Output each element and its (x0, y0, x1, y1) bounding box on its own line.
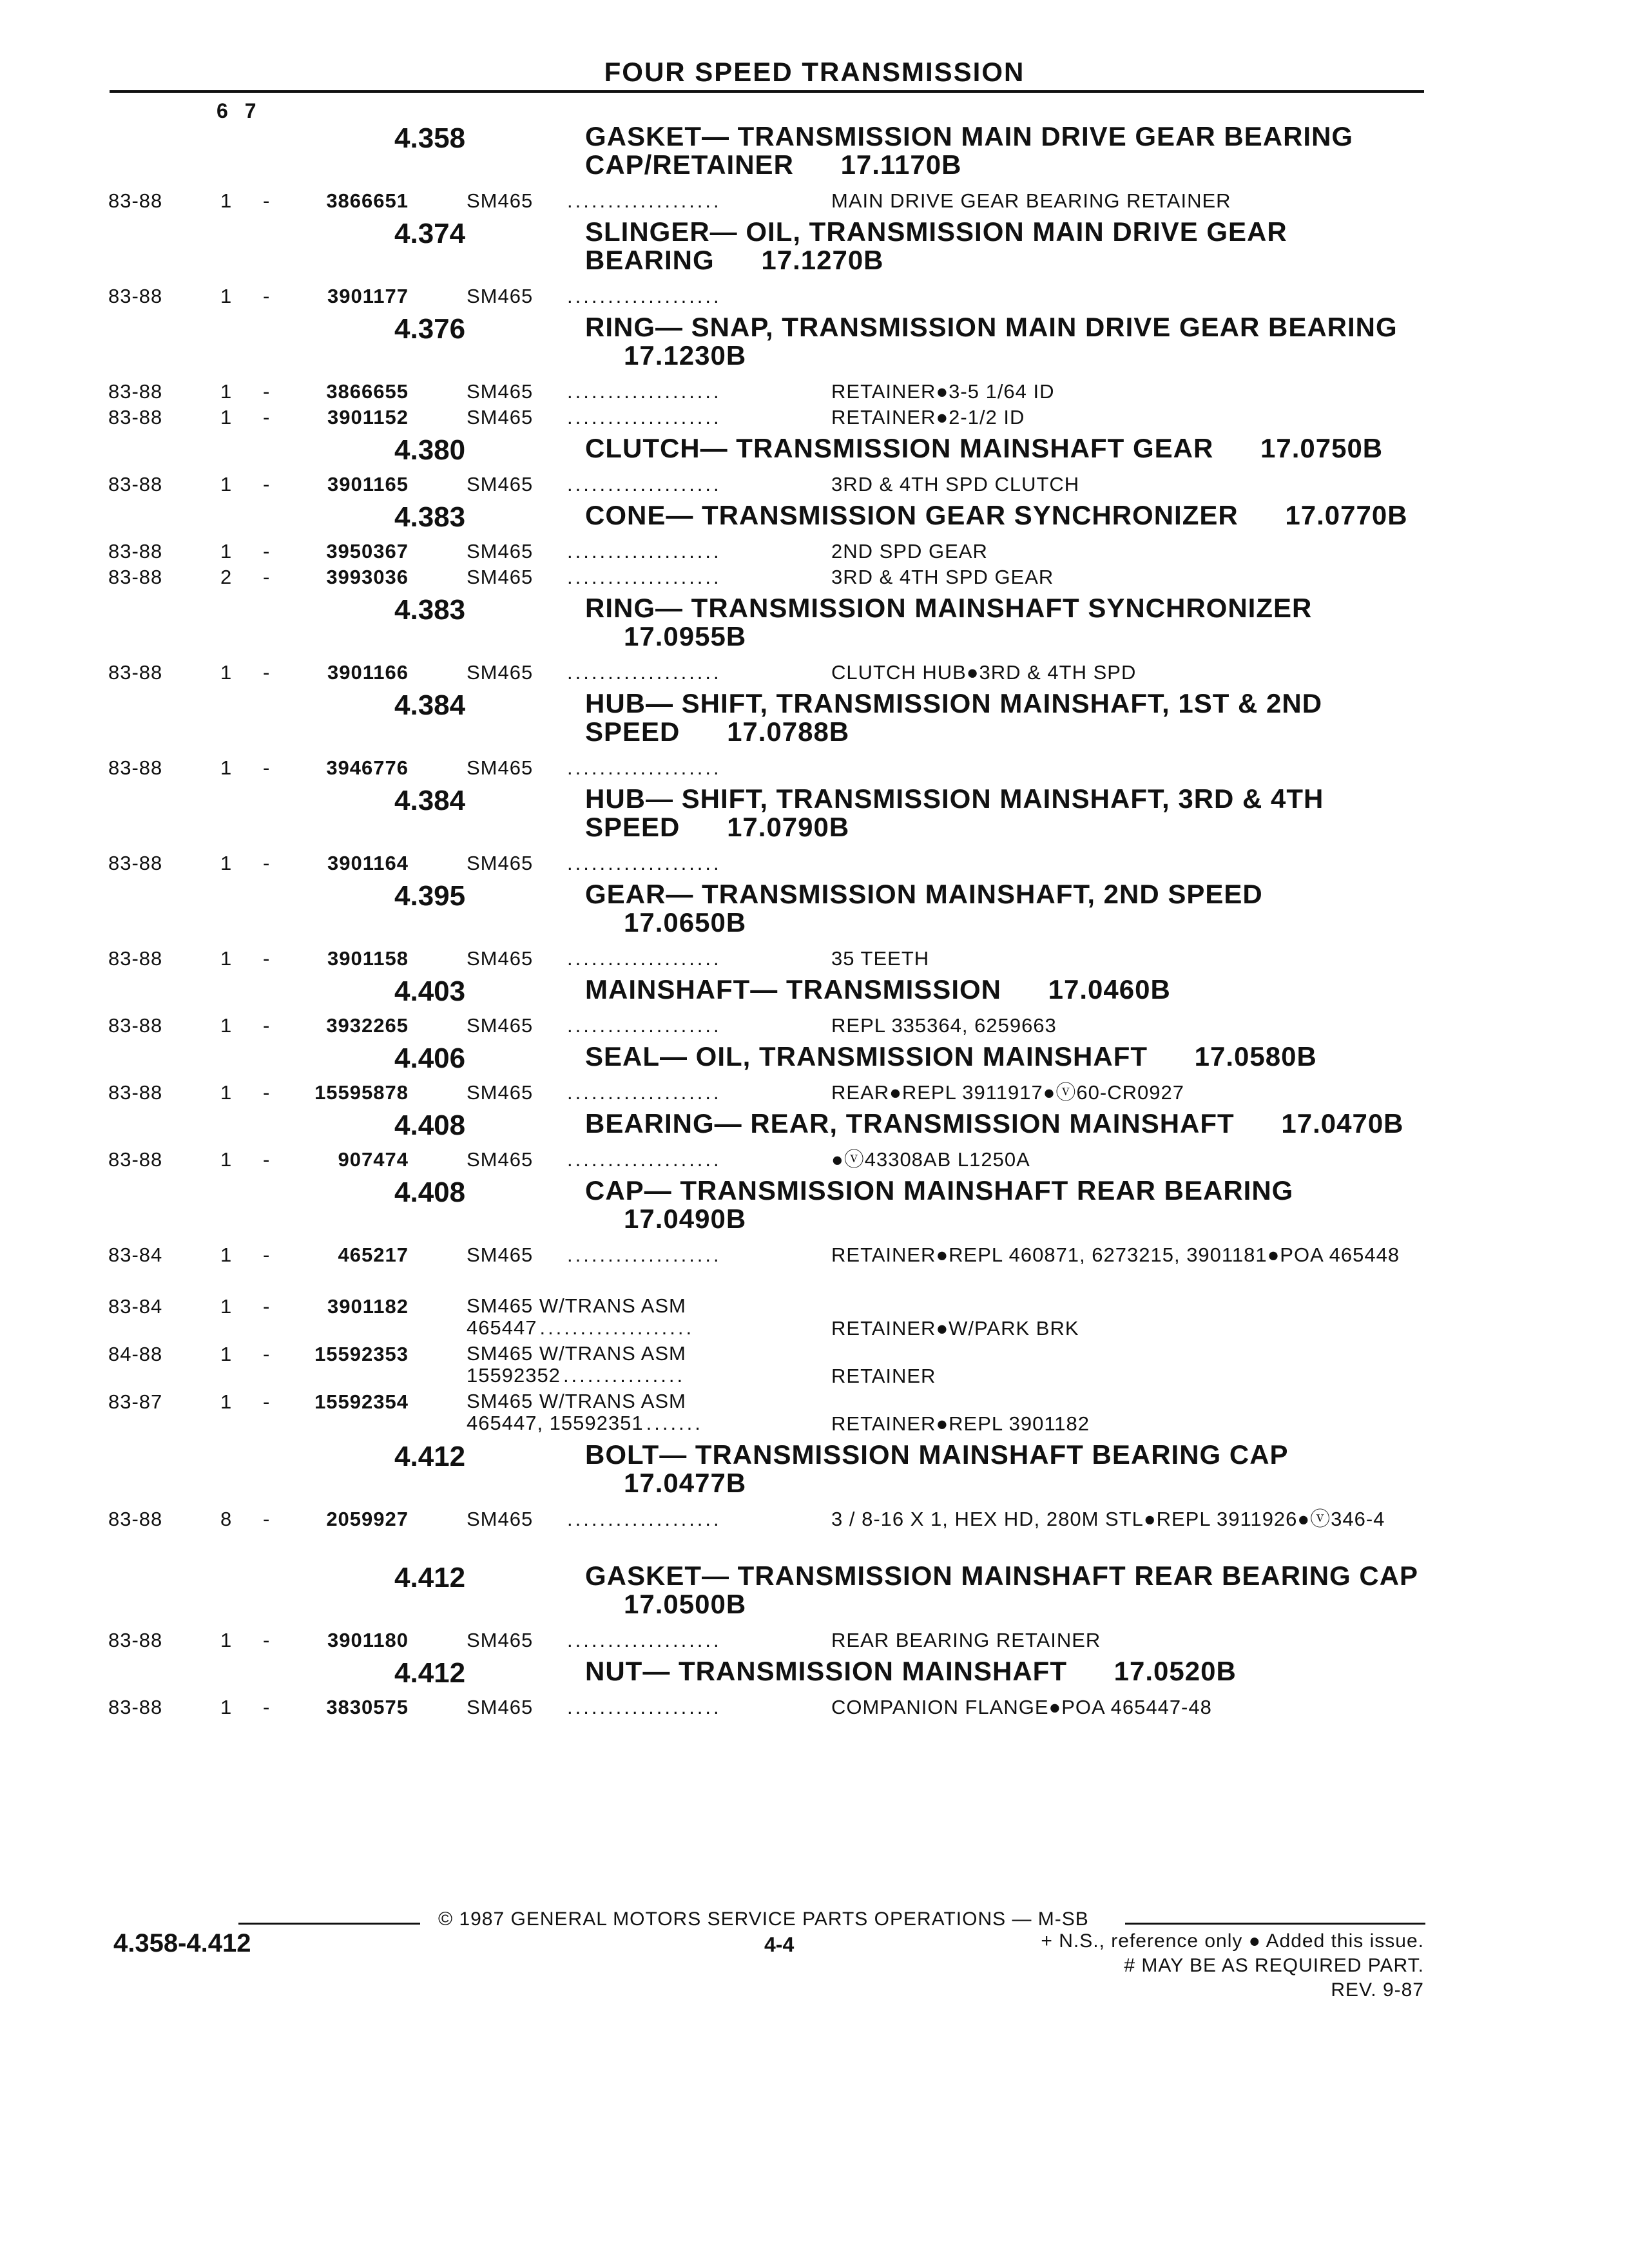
model-application: SM465 (467, 947, 534, 970)
part-row (0, 536, 1629, 562)
section-title-text: MAINSHAFT— TRANSMISSION (585, 974, 1001, 1004)
section-title-text: HUB— SHIFT, TRANSMISSION MAINSHAFT, 3RD & 4TH SPEED (585, 783, 1324, 842)
quantity: 1 (220, 756, 233, 779)
separator-dash: - (263, 1014, 271, 1037)
legend-line-3: REV. 9-87 (1331, 1979, 1424, 2001)
group-code: 17.1230B (624, 340, 747, 370)
section-title-text: BOLT— TRANSMISSION MAINSHAFT BEARING CAP (585, 1439, 1288, 1470)
quantity: 1 (220, 947, 233, 970)
group-code: 17.0477B (624, 1468, 747, 1498)
section-title-text: RING— SNAP, TRANSMISSION MAIN DRIVE GEAR BEARING (585, 312, 1398, 342)
quantity: 1 (220, 1629, 233, 1651)
section-number: 4.412 (394, 1657, 466, 1689)
model-application: SM465 (467, 1081, 534, 1104)
leader-dots: ................... (567, 1629, 722, 1651)
section-heading (0, 116, 1629, 179)
quantity: 1 (220, 661, 233, 684)
part-number: 3946776 (326, 756, 409, 779)
part-row (0, 1387, 1629, 1434)
part-number: 465217 (338, 1244, 409, 1266)
part-row (0, 1010, 1629, 1036)
leader-dots: ................... (567, 285, 722, 307)
group-code: 17.0770B (1285, 500, 1408, 530)
section-title-text: SEAL— OIL, TRANSMISSION MAINSHAFT (585, 1041, 1148, 1072)
separator-dash: - (263, 852, 271, 874)
spacer (0, 1071, 1629, 1077)
model-year: 83-88 (108, 1014, 163, 1037)
part-description: RETAINER●W/PARK BRK (831, 1317, 1079, 1340)
section-title-text: BEARING— REAR, TRANSMISSION MAINSHAFT (585, 1108, 1235, 1139)
section-title (585, 434, 1423, 463)
leader-dots: ................... (567, 756, 722, 779)
section-heading (0, 1103, 1629, 1141)
section-heading (0, 211, 1629, 274)
group-code: 17.0580B (1194, 1041, 1317, 1072)
quantity: 1 (220, 285, 233, 307)
section-title (585, 501, 1423, 530)
section-title-text: NUT— TRANSMISSION MAINSHAFT (585, 1656, 1067, 1686)
spacer (0, 937, 1629, 943)
part-row (0, 943, 1629, 969)
section-heading (0, 588, 1629, 651)
part-description: 3 / 8-16 X 1, HEX HD, 280M STL●REPL 3911926●ⓥ346-4 (831, 1508, 1385, 1530)
section-title (585, 594, 1423, 651)
part-row (0, 1625, 1629, 1651)
part-number: 3901177 (327, 285, 409, 307)
catalog-section (0, 1555, 1629, 1651)
part-description: CLUTCH HUB●3RD & 4TH SPD (831, 661, 1137, 684)
section-title (585, 1043, 1423, 1071)
part-number: 3950367 (326, 540, 409, 562)
section-number: 4.395 (394, 880, 466, 912)
model-year: 83-88 (108, 189, 163, 212)
spacer (0, 1138, 1629, 1144)
section-number: 4.383 (394, 501, 466, 533)
separator-dash: - (263, 1508, 271, 1530)
quantity: 1 (220, 1295, 233, 1318)
quantity: 1 (220, 1081, 233, 1104)
leader-dots: ................... (567, 1696, 722, 1718)
leader-dots: ................... (567, 1081, 722, 1104)
section-number: 4.380 (394, 434, 466, 466)
part-row (0, 186, 1629, 211)
part-number: 2059927 (326, 1508, 409, 1530)
model-qualifier: 15592352 (467, 1364, 561, 1387)
separator-dash: - (263, 540, 271, 562)
quantity: 1 (220, 1014, 233, 1037)
separator-dash: - (263, 1696, 271, 1718)
section-heading (0, 874, 1629, 937)
model-application: SM465 (467, 1014, 534, 1037)
model-year: 83-88 (108, 947, 163, 970)
leader-dots: ................... (567, 406, 722, 428)
model-application: SM465 (467, 566, 534, 588)
quantity: 1 (220, 406, 233, 428)
model-application: SM465 (467, 473, 534, 495)
group-code: 17.0790B (727, 812, 850, 842)
spacer (0, 651, 1629, 657)
part-row (0, 657, 1629, 683)
leader-dots: ................... (567, 566, 722, 588)
footer-legend (902, 1929, 1424, 2003)
separator-dash: - (263, 1629, 271, 1651)
catalog-section (0, 428, 1629, 495)
model-application: SM465 (467, 661, 534, 684)
section-heading (0, 683, 1629, 746)
part-row (0, 1692, 1629, 1718)
separator-dash: - (263, 473, 271, 495)
group-code: 17.0460B (1048, 974, 1171, 1004)
group-code: 17.0500B (624, 1589, 747, 1619)
leader-dots: ................... (567, 1508, 722, 1530)
leader-dots: ................... (567, 1014, 722, 1037)
part-description: RETAINER●REPL 460871, 6273215, 3901181●POA 465448 (831, 1244, 1400, 1266)
separator-dash: - (263, 1295, 271, 1318)
section-title (585, 122, 1423, 179)
section-title (585, 975, 1423, 1004)
quantity: 8 (220, 1508, 233, 1530)
section-heading (0, 307, 1629, 370)
part-description: COMPANION FLANGE●POA 465447-48 (831, 1696, 1212, 1718)
part-row (0, 1291, 1629, 1339)
quantity: 1 (220, 473, 233, 495)
leader-dots: ................... (567, 1244, 722, 1266)
section-title (585, 1562, 1423, 1619)
spacer (0, 1686, 1629, 1692)
part-number: 3901180 (327, 1629, 409, 1651)
part-description: RETAINER (831, 1365, 936, 1387)
part-description: 2ND SPD GEAR (831, 540, 988, 562)
model-year: 83-84 (108, 1295, 163, 1318)
parts-listing (0, 116, 1629, 1718)
section-title-text: CAP— TRANSMISSION MAINSHAFT REAR BEARING (585, 1175, 1294, 1206)
part-number: 15595878 (314, 1081, 409, 1104)
part-row (0, 562, 1629, 588)
part-row (0, 402, 1629, 428)
separator-dash: - (263, 566, 271, 588)
separator-dash: - (263, 1244, 271, 1266)
catalog-section (0, 1036, 1629, 1103)
section-number: 4.412 (394, 1441, 466, 1472)
model-year: 83-88 (108, 1081, 163, 1104)
part-number: 3830575 (326, 1696, 409, 1718)
section-title (585, 1110, 1423, 1138)
section-number: 4.383 (394, 594, 466, 626)
part-row (0, 753, 1629, 778)
section-title-text: GASKET— TRANSMISSION MAIN DRIVE GEAR BEARING CAP/RETAINER (585, 121, 1354, 180)
quantity: 2 (220, 566, 233, 588)
section-number: 4.376 (394, 313, 466, 345)
catalog-section (0, 495, 1629, 588)
quantity: 1 (220, 1696, 233, 1718)
group-code: 17.1270B (761, 245, 884, 275)
separator-dash: - (263, 947, 271, 970)
footer-rule-right (1125, 1923, 1425, 1925)
separator-dash: - (263, 1343, 271, 1365)
leader-dots: ................... (567, 380, 722, 403)
group-code: 17.0470B (1281, 1108, 1404, 1139)
model-application: SM465 (467, 380, 534, 403)
model-application: SM465 (467, 1244, 534, 1266)
quantity: 1 (220, 852, 233, 874)
part-description: RETAINER●2-1/2 ID (831, 406, 1025, 428)
separator-dash: - (263, 1081, 271, 1104)
separator-dash: - (263, 285, 271, 307)
leader-dots: ................... (539, 1316, 695, 1339)
section-title (585, 689, 1423, 746)
quantity: 1 (220, 1244, 233, 1266)
model-year: 83-88 (108, 661, 163, 684)
separator-dash: - (263, 756, 271, 779)
section-heading (0, 1036, 1629, 1074)
model-line-1: SM465 W/TRANS ASM (467, 1342, 686, 1365)
section-heading (0, 1651, 1629, 1689)
model-year: 83-87 (108, 1390, 163, 1413)
model-application: SM465 (467, 1629, 534, 1651)
catalog-section (0, 969, 1629, 1036)
group-code: 17.0750B (1260, 433, 1383, 463)
section-heading (0, 495, 1629, 533)
leader-dots: ................... (567, 189, 722, 212)
legend-line-1: + N.S., reference only ● Added this issue. (1041, 1930, 1424, 1952)
catalog-section (0, 1103, 1629, 1170)
section-title (585, 880, 1423, 937)
section-title-text: GEAR— TRANSMISSION MAINSHAFT, 2ND SPEED (585, 879, 1263, 909)
catalog-section (0, 1170, 1629, 1434)
section-title-text: GASKET— TRANSMISSION MAINSHAFT REAR BEARING CAP (585, 1561, 1418, 1591)
leader-dots: ................... (567, 661, 722, 684)
leader-dots: ............... (563, 1364, 686, 1387)
spacer (0, 841, 1629, 848)
spacer (0, 1619, 1629, 1625)
footer-rule-left (238, 1923, 420, 1925)
spacer (0, 746, 1629, 753)
leader-dots: ................... (567, 1148, 722, 1171)
section-number: 4.403 (394, 975, 466, 1007)
part-number: 3901164 (327, 852, 409, 874)
separator-dash: - (263, 189, 271, 212)
model-application: SM465 (467, 1148, 534, 1171)
quantity: 1 (220, 1148, 233, 1171)
section-title-text: SLINGER— OIL, TRANSMISSION MAIN DRIVE GEAR BEARING (585, 216, 1287, 275)
catalog-section (0, 683, 1629, 778)
part-row (0, 1339, 1629, 1387)
catalog-section (0, 874, 1629, 969)
quantity: 1 (220, 189, 233, 212)
section-title (585, 313, 1423, 370)
part-description: REPL 335364, 6259663 (831, 1014, 1057, 1037)
section-number: 4.384 (394, 689, 466, 721)
group-code: 17.1170B (840, 149, 962, 180)
part-row (0, 281, 1629, 307)
section-title-text: RING— TRANSMISSION MAINSHAFT SYNCHRONIZER (585, 593, 1313, 623)
part-description: REAR●REPL 3911917●ⓥ60-CR0927 (831, 1081, 1184, 1104)
model-year: 83-88 (108, 1696, 163, 1718)
part-number: 3901165 (327, 473, 409, 495)
part-row (0, 1077, 1629, 1103)
model-year: 83-88 (108, 473, 163, 495)
part-description: REAR BEARING RETAINER (831, 1629, 1101, 1651)
separator-dash: - (263, 380, 271, 403)
copyright-notice: © 1987 GENERAL MOTORS SERVICE PARTS OPERATIONS — M-SB (438, 1908, 1089, 1930)
model-line-1: SM465 W/TRANS ASM (467, 1390, 686, 1412)
part-number: 15592354 (314, 1390, 409, 1413)
spacer (0, 1497, 1629, 1504)
model-year: 83-88 (108, 1508, 163, 1530)
part-number: 3866651 (326, 189, 409, 212)
catalog-section (0, 116, 1629, 211)
model-year: 83-88 (108, 406, 163, 428)
model-year: 83-88 (108, 380, 163, 403)
page-title: FOUR SPEED TRANSMISSION (604, 57, 1025, 87)
separator-dash: - (263, 1148, 271, 1171)
section-heading (0, 428, 1629, 466)
section-number: 4.406 (394, 1043, 466, 1074)
header-rule (110, 90, 1424, 93)
spacer (0, 463, 1629, 469)
quantity: 1 (220, 380, 233, 403)
catalog-section (0, 211, 1629, 307)
column-6-label: 6 (217, 99, 245, 122)
model-application: SM465 (467, 852, 534, 874)
section-title (585, 1177, 1423, 1233)
spacer (0, 179, 1629, 186)
section-title-text: HUB— SHIFT, TRANSMISSION MAINSHAFT, 1ST & 2ND SPEED (585, 688, 1323, 747)
part-description: RETAINER●REPL 3901182 (831, 1412, 1090, 1435)
leader-dots: ................... (567, 947, 722, 970)
model-year: 83-88 (108, 1629, 163, 1651)
page-range: 4.358-4.412 (113, 1929, 251, 1957)
group-code: 17.0955B (624, 621, 747, 651)
leader-dots: ................... (567, 540, 722, 562)
part-row (0, 848, 1629, 874)
group-code: 17.0520B (1113, 1656, 1237, 1686)
catalog-section (0, 1651, 1629, 1718)
section-title (585, 1657, 1423, 1686)
quantity: 1 (220, 1343, 233, 1365)
separator-dash: - (263, 406, 271, 428)
group-code: 17.0490B (624, 1204, 747, 1234)
part-number: 3901158 (327, 947, 409, 970)
section-title (585, 1441, 1423, 1497)
section-number: 4.384 (394, 785, 466, 816)
part-number: 3993036 (326, 566, 409, 588)
part-row (0, 1504, 1629, 1555)
section-heading (0, 1170, 1629, 1233)
model-application: SM465 (467, 1696, 534, 1718)
section-title-text: CLUTCH— TRANSMISSION MAINSHAFT GEAR (585, 433, 1214, 463)
catalog-section (0, 588, 1629, 683)
model-application: SM465 (467, 756, 534, 779)
spacer (0, 370, 1629, 376)
section-title-text: CONE— TRANSMISSION GEAR SYNCHRONIZER (585, 500, 1239, 530)
part-row (0, 376, 1629, 402)
spacer (0, 274, 1629, 281)
column-7-label: 7 (244, 99, 273, 122)
section-number: 4.358 (394, 122, 466, 154)
part-row (0, 469, 1629, 495)
section-number: 4.408 (394, 1177, 466, 1208)
model-application: SM465 (467, 1508, 534, 1530)
section-heading (0, 778, 1629, 841)
separator-dash: - (263, 1390, 271, 1413)
model-year: 83-84 (108, 1244, 163, 1266)
catalog-section (0, 1434, 1629, 1555)
section-heading (0, 1434, 1629, 1497)
part-number: 3901166 (327, 661, 409, 684)
leader-dots: ................... (567, 473, 722, 495)
model-year: 83-88 (108, 285, 163, 307)
model-application: SM465 (467, 189, 534, 212)
model-application: SM465 (467, 406, 534, 428)
part-number: 3932265 (326, 1014, 409, 1037)
model-qualifier: 465447 (467, 1316, 537, 1339)
model-year: 83-88 (108, 566, 163, 588)
model-line-1: SM465 W/TRANS ASM (467, 1294, 686, 1317)
leader-dots: ....... (646, 1412, 703, 1434)
section-number: 4.412 (394, 1562, 466, 1593)
model-year: 84-88 (108, 1343, 163, 1365)
part-row (0, 1240, 1629, 1291)
spacer (0, 530, 1629, 536)
model-application: SM465 (467, 540, 534, 562)
section-heading (0, 1555, 1629, 1619)
part-number: 3901152 (327, 406, 409, 428)
part-description: MAIN DRIVE GEAR BEARING RETAINER (831, 189, 1231, 212)
model-year: 83-88 (108, 540, 163, 562)
group-code: 17.0788B (727, 716, 850, 747)
model-qualifier: 465447, 15592351 (467, 1412, 644, 1434)
part-description: RETAINER●3-5 1/64 ID (831, 380, 1055, 403)
section-number: 4.374 (394, 218, 466, 249)
section-number: 4.408 (394, 1110, 466, 1141)
separator-dash: - (263, 661, 271, 684)
group-code: 17.0650B (624, 907, 747, 937)
catalog-section (0, 307, 1629, 428)
quantity: 1 (220, 1390, 233, 1413)
model-year: 83-88 (108, 756, 163, 779)
part-row (0, 1144, 1629, 1170)
spacer (0, 1004, 1629, 1010)
quantity: 1 (220, 540, 233, 562)
page-number: 4-4 (764, 1933, 795, 1956)
part-description: 3RD & 4TH SPD GEAR (831, 566, 1054, 588)
part-number: 3866655 (326, 380, 409, 403)
part-description: ●ⓥ43308AB L1250A (831, 1148, 1030, 1171)
model-application: SM465 (467, 285, 534, 307)
part-description: 35 TEETH (831, 947, 930, 970)
section-heading (0, 969, 1629, 1007)
part-number: 15592353 (314, 1343, 409, 1365)
model-year: 83-88 (108, 1148, 163, 1171)
catalog-section (0, 778, 1629, 874)
section-title (585, 785, 1423, 841)
part-number: 907474 (338, 1148, 409, 1171)
leader-dots: ................... (567, 852, 722, 874)
section-title (585, 218, 1423, 274)
part-description: 3RD & 4TH SPD CLUTCH (831, 473, 1080, 495)
model-year: 83-88 (108, 852, 163, 874)
legend-line-2: # MAY BE AS REQUIRED PART. (1124, 1955, 1424, 1976)
part-number: 3901182 (327, 1295, 409, 1318)
spacer (0, 1233, 1629, 1240)
